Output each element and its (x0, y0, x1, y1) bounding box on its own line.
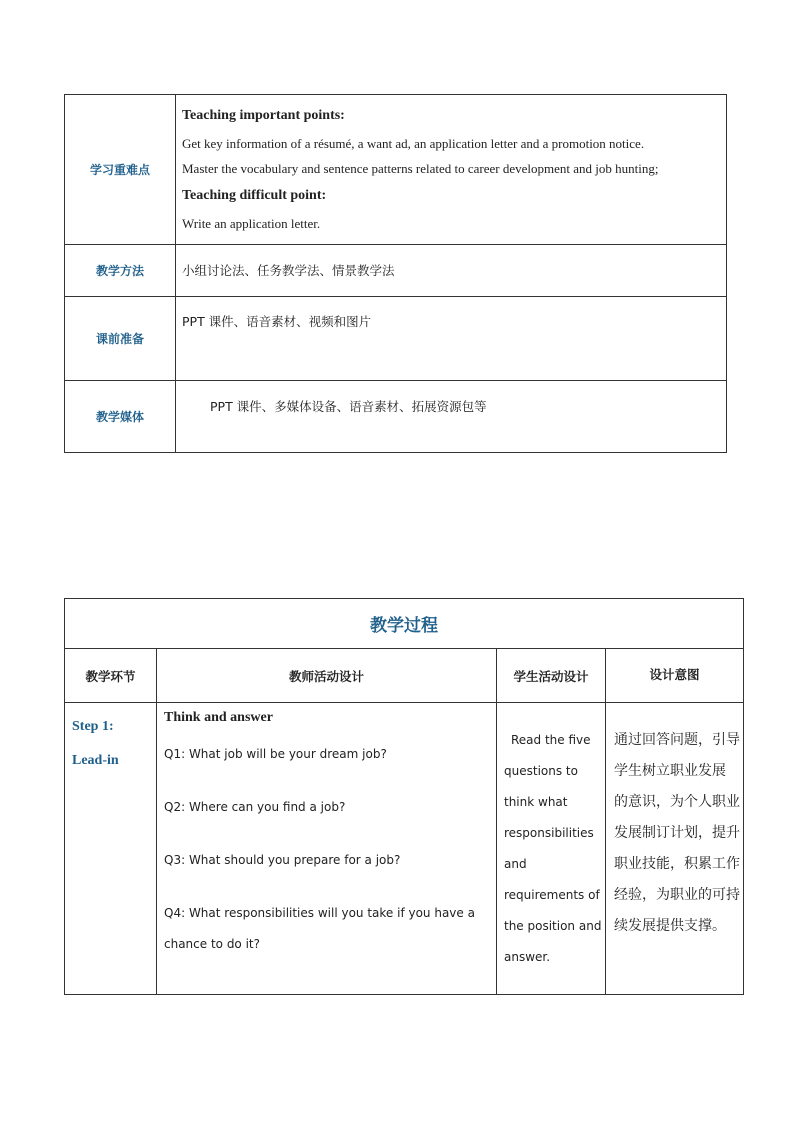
design-intent-cell (606, 703, 744, 995)
question-2: Q2: Where can you find a job? (164, 800, 346, 814)
intent-line: 学生树立职业发展 (614, 763, 726, 779)
student-activity-cell (497, 703, 606, 995)
row-label: 课前准备 (65, 297, 176, 381)
step1-row (65, 703, 744, 995)
header-teacher: 教师活动设计 (157, 649, 497, 703)
header-intent: 设计意图 (606, 649, 744, 703)
process-title-row (65, 599, 744, 649)
intent-line: 发展制订计划，提升 (614, 825, 740, 841)
difficult-point-1: Write an application letter. (182, 215, 321, 231)
student-line: the position and (504, 919, 602, 933)
teaching-process-table (64, 598, 744, 995)
row-label: 学习重难点 (65, 95, 176, 245)
teacher-activity-title: Think and answer (164, 710, 273, 725)
student-line: requirements of (504, 888, 600, 902)
step-label: Step 1: (72, 719, 114, 734)
method-row (65, 245, 727, 297)
student-line: Read the five (511, 733, 591, 747)
intent-line: 的意识，为个人职业 (614, 794, 740, 810)
question-1: Q1: What job will be your dream job? (164, 747, 387, 761)
preparation-row (65, 297, 727, 381)
student-line: think what (504, 795, 568, 809)
intent-line: 续发展提供支撑。 (614, 918, 726, 934)
intent-line: 经验，为职业的可持 (614, 887, 740, 903)
header-student: 学生活动设计 (497, 649, 606, 703)
key-points-cell (176, 95, 727, 245)
important-point-1: Get key information of a résumé, a want ad, an application letter and a promotion notice. (182, 135, 645, 151)
step-cell (65, 703, 157, 995)
intent-line: 通过回答问题，引导 (614, 732, 740, 748)
step-name: Lead-in (72, 753, 119, 768)
important-points-title: Teaching important points: (182, 107, 345, 123)
media-row (65, 381, 727, 453)
difficult-point-title: Teaching difficult point: (182, 187, 327, 203)
row-label: 教学方法 (65, 245, 176, 297)
key-points-row (65, 95, 727, 245)
row-label: 教学媒体 (65, 381, 176, 453)
question-3: Q3: What should you prepare for a job? (164, 853, 401, 867)
media-content: PPT 课件、多媒体设备、语音素材、拓展资源包等 (176, 381, 727, 453)
intent-line: 职业技能，积累工作 (614, 856, 740, 872)
preparation-content: PPT 课件、语音素材、视频和图片 (176, 297, 727, 381)
question-4-line-1: Q4: What responsibilities will you take if you have a (164, 906, 475, 920)
question-4-line-2: chance to do it? (164, 937, 260, 951)
important-point-2: Master the vocabulary and sentence patterns related to career development and job hunting; (182, 160, 659, 176)
process-title: 教学过程 (65, 599, 744, 649)
teacher-activity-cell (157, 703, 497, 995)
header-stage: 教学环节 (65, 649, 157, 703)
method-content: 小组讨论法、任务教学法、情景教学法 (176, 245, 727, 297)
teaching-info-table (64, 94, 727, 453)
header-row (65, 649, 744, 703)
student-line: responsibilities (504, 826, 594, 840)
student-line: and (504, 857, 527, 871)
student-line: answer. (504, 950, 551, 964)
student-line: questions to (504, 764, 578, 778)
